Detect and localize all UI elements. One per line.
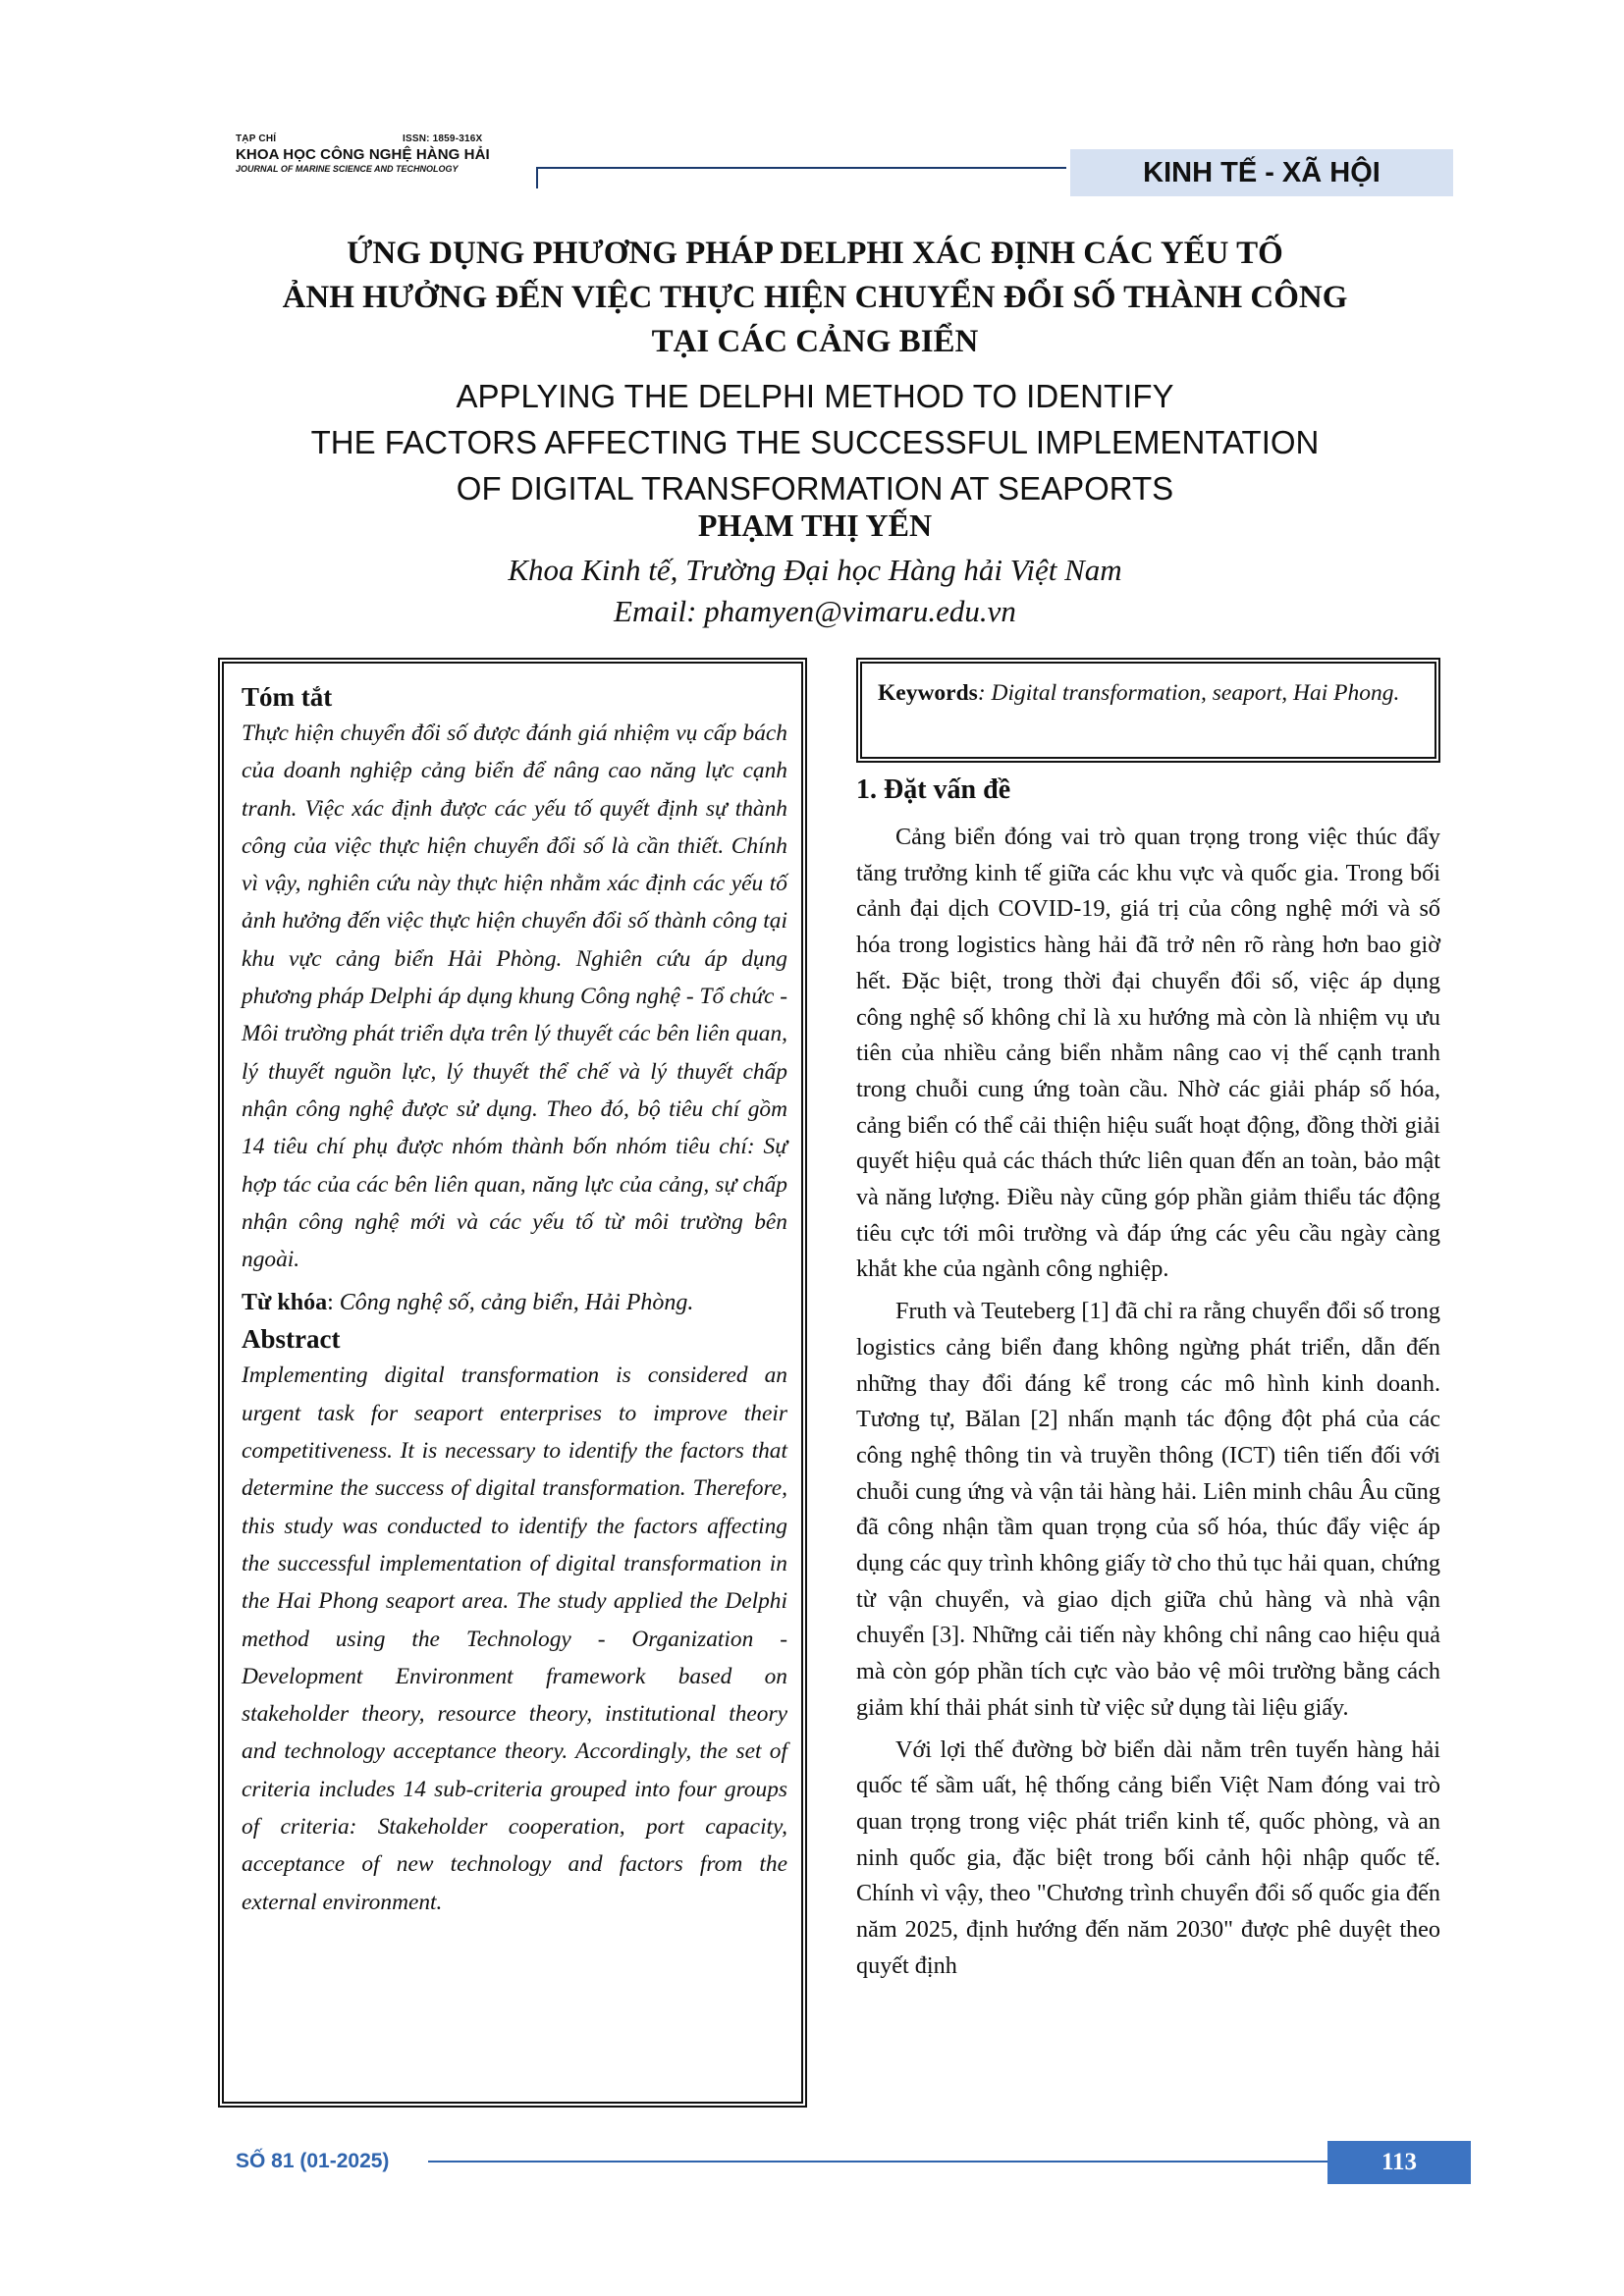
author-name: PHẠM THỊ YẾN [697,507,933,543]
abstract-content [242,679,787,1921]
keywords-label: Keywords [878,680,978,706]
title-en-line: APPLYING THE DELPHI METHOD TO IDENTIFY [456,378,1174,414]
tomtat-text: Thực hiện chuyển đổi số được đánh giá nhiệm vụ cấp bách của doanh nghiệp cảng biển để nâng cao năng lực cạnh tranh. Việc xác định được các yếu tố quyết định sự thành công của việc thực hiện chuyển đổi số là cần thiết. Chính vì vậy, nghiên cứu này thực hiện nhằm xác định các yếu tố ảnh hưởng đến việc thực hiện chuyển đổi số thành công tại khu vực cảng biển Hải Phòng. Nghiên cứu áp dụng phương pháp Delphi áp dụng khung Công nghệ - Tổ chức - Môi trường phát triển dựa trên lý thuyết các bên liên quan, lý thuyết nguồn lực, lý thuyết thể chế và lý thuyết chấp nhận công nghệ được sử dụng. Theo đó, bộ tiêu chí gồm 14 tiêu chí phụ được nhóm thành bốn nhóm tiêu chí: Sự hợp tác của các bên liên quan, năng lực của cảng, sự chấp nhận công nghệ mới và các yếu tố từ môi trường bên ngoài. [242,721,787,1273]
tomtat-heading: Tóm tắt [242,682,333,712]
body-column [856,820,1440,1991]
abstract-box [218,658,807,2108]
body-paragraph: Với lợi thế đường bờ biển dài nằm trên tuyến hàng hải quốc tế sầm uất, hệ thống cảng biển Việt Nam đóng vai trò quan trọng trong việc phát triển kinh tế, quốc phòng, và an ninh quốc gia, đặc biệt trong bối cảnh hội nhập quốc tế. Chính vì vậy, theo "Chương trình chuyển đổi số quốc gia đến năm 2025, định hướng đến năm 2030" được phê duyệt theo quyết định [856,1735,1440,1979]
journal-name-en: JOURNAL OF MARINE SCIENCE AND TECHNOLOGY [236,164,459,174]
journal-issn: ISSN: 1859-316X [403,133,483,144]
title-en-line: THE FACTORS AFFECTING THE SUCCESSFUL IMPLEMENTATION [310,424,1320,460]
title-vn-line: TẠI CÁC CẢNG BIỂN [651,324,979,359]
title-en-line: OF DIGITAL TRANSFORMATION AT SEAPORTS [456,470,1174,507]
keywords-box [856,658,1440,763]
tukhoa-separator: : [327,1290,340,1316]
header-divider-tick [536,167,538,188]
tukhoa-label: Từ khóa [242,1290,328,1316]
body-paragraph: Cảng biển đóng vai trò quan trọng trong việc thúc đẩy tăng trưởng kinh tế giữa các khu vực và quốc gia. Trong bối cảnh đại dịch COVID-19, giá trị của công nghệ mới và số hóa trong logistics hàng hải đã trở nên rõ ràng hơn bao giờ hết. Đặc biệt, trong thời đại chuyển đổi số, việc áp dụng công nghệ số không chỉ là xu hướng mà còn là nhiệm vụ ưu tiên của nhiều cảng biển nhằm nâng cao vị thế cạnh tranh trong chuỗi cung ứng toàn cầu. Nhờ các giải pháp số hóa, cảng biển có thể cải thiện hiệu suất hoạt động, đồng thời giải quyết hiệu quả các thách thức liên quan đến an toàn, bảo mật và năng lượng. Điều này cũng góp phần giảm thiểu tác động tiêu cực tới môi trường và đáp ứng các yêu cầu ngày càng khắt khe của ngành công nghiệp. [856,824,1440,1283]
title-vietnamese [187,232,1443,364]
keywords-separator: : [977,680,992,706]
journal-label: TẠP CHÍ [236,133,277,144]
title-vn-line: ẢNH HƯỞNG ĐẾN VIỆC THỰC HIỆN CHUYỂN ĐỔI SỐ THÀNH CÔNG [282,280,1348,315]
abstract-text: Implementing digital transformation is considered an urgent task for seaport enterprises to improve their competitiveness. It is necessary to identify the factors that determine the success of digital transformation. Therefore, this study was conducted to identify the factors affecting the successful implementation of digital transformation in the Hai Phong seaport area. The study applied the Delphi method using the Technology - Organization - Development Environment framework based on stakeholder theory, resource theory, institutional theory and technology acceptance theory. Accordingly, the set of criteria includes 14 sub-criteria grouped into four groups of criteria: Stakeholder cooperation, port capacity, acceptance of new technology and factors from the external environment. [242,1362,787,1915]
journal-name: KHOA HỌC CÔNG NGHỆ HÀNG HẢI [236,146,490,163]
keywords-line [878,675,1423,711]
journal-masthead [236,133,530,174]
tukhoa-line [242,1284,787,1321]
author-affiliation: Khoa Kinh tế, Trường Đại học Hàng hải Việt Nam [508,553,1122,587]
tukhoa-text: Công nghệ số, cảng biển, Hải Phòng. [339,1290,694,1316]
author-email: Email: phamyen@vimaru.edu.vn [614,594,1016,628]
abstract-heading: Abstract [242,1324,341,1355]
section-label: KINH TẾ - XÃ HỘI [1070,149,1453,196]
body-paragraph: Fruth và Teuteberg [1] đã chỉ ra rằng chuyển đổi số trong logistics cảng biển đang không ngừng phát triển, dẫn đến những thay đổi đáng kể trong các mô hình kinh doanh. Tương tự, Bălan [2] nhấn mạnh tác động đột phá của các công nghệ thông tin và truyền thông (ICT) tiên tiến đối với chuỗi cung ứng và vận tải hàng hải. Liên minh châu Âu cũng đã công nhận tầm quan trọng của số hóa, thúc đẩy việc áp dụng các quy trình không giấy tờ cho thủ tục hải quan, chứng từ vận chuyển, và giao dịch giữa chủ hàng và nhà vận chuyển [3]. Những cải tiến này không chỉ nâng cao hiệu quả mà còn góp phần tích cực vào bảo vệ môi trường bằng cách giảm khí thải phát sinh từ việc sử dụng tài liệu giấy. [856,1298,1440,1721]
title-english [187,373,1443,511]
journal-meta-row [236,133,530,144]
page-number: 113 [1327,2141,1471,2184]
issue-label: SỐ 81 (01-2025) [236,2150,390,2172]
title-vn-line: ỨNG DỤNG PHƯƠNG PHÁP DELPHI XÁC ĐỊNH CÁC YẾU TỐ [347,236,1283,271]
header-divider [536,167,1066,169]
section-heading: 1. Đặt vấn đề [856,774,1011,805]
footer-divider [428,2161,1331,2163]
keywords-text: Digital transformation, seaport, Hai Phong. [991,680,1400,706]
